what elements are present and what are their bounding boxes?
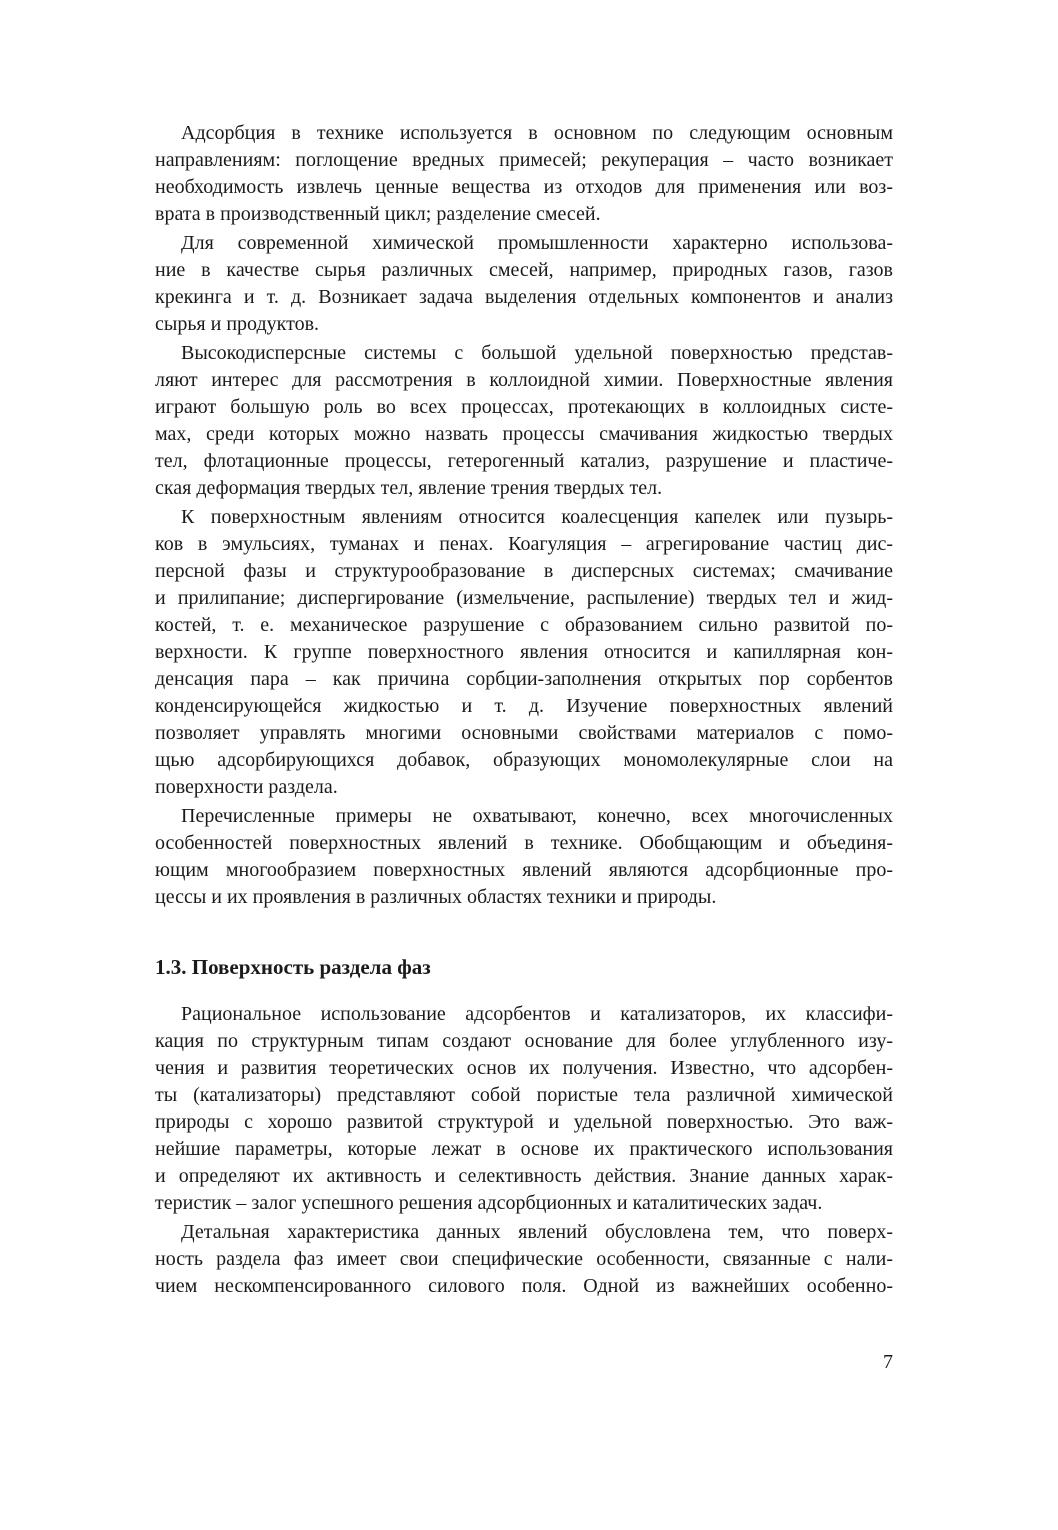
text-line: необходимость извлечь ценные вещества из отходов для применения или воз- (155, 176, 893, 198)
text-line: и определяют их активность и селективность действия. Знание данных харак- (155, 1165, 893, 1187)
text-line: сырья и продуктов. (155, 313, 320, 335)
text-line: Высокодисперсные системы с большой удельной поверхностью представ- (181, 342, 893, 364)
text-line: врата в производственный цикл; разделение смесей. (155, 203, 601, 225)
text-line: теристик – залог успешного решения адсорбционных и каталитических задач. (155, 1192, 823, 1214)
page-number: 7 (883, 1351, 893, 1373)
section-heading: 1.3. Поверхность раздела фаз (155, 955, 431, 979)
text-line: ков в эмульсиях, туманах и пенах. Коагуляция – агрегирование частиц дис- (155, 533, 893, 555)
text-line: Детальная характеристика данных явлений обусловлена тем, что поверх- (181, 1221, 893, 1243)
text-line: костей, т. е. механическое разрушение с образованием сильно развитой по- (155, 614, 893, 636)
text-line: Для современной химической промышленности характерно использова- (181, 232, 893, 254)
text-line: особенностей поверхностных явлений в технике. Обобщающим и объединя- (155, 832, 893, 854)
text-line: Перечисленные примеры не охватывают, конечно, всех многочисленных (181, 805, 893, 827)
text-line: денсация пара – как причина сорбции-заполнения открытых пор сорбентов (155, 668, 893, 690)
text-line: поверхности раздела. (155, 776, 338, 798)
text-line: кация по структурным типам создают основание для более углубленного изу- (155, 1030, 893, 1052)
text-line: направлениям: поглощение вредных примесей; рекуперация – часто возникает (155, 149, 893, 171)
text-line: природы с хорошо развитой структурой и удельной поверхностью. Это важ- (155, 1111, 893, 1133)
text-line: позволяет управлять многими основными свойствами материалов с помо- (155, 722, 893, 744)
text-line: верхности. К группе поверхностного явления относится и капиллярная кон- (155, 641, 893, 663)
text-line: ние в качестве сырья различных смесей, например, природных газов, газов (155, 259, 893, 281)
text-line: цессы и их проявления в различных областях техники и природы. (155, 886, 717, 908)
text-line: чием нескомпенсированного силового поля. Одной из важнейших особенно- (155, 1275, 893, 1297)
text-line: персной фазы и структурообразование в дисперсных системах; смачивание (155, 560, 893, 582)
text-line: К поверхностным явлениям относится коалесценция капелек или пузырь- (181, 506, 893, 528)
text-line: конденсирующейся жидкостью и т. д. Изучение поверхностных явлений (155, 695, 893, 717)
text-line: играют большую роль во всех процессах, протекающих в коллоидных систе- (155, 396, 893, 418)
text-line: ющим многообразием поверхностных явлений являются адсорбционные про- (155, 859, 893, 881)
text-line: чения и развития теоретических основ их получения. Известно, что адсорбен- (155, 1057, 893, 1079)
text-line: мах, среди которых можно назвать процессы смачивания жидкостью твердых (155, 423, 893, 445)
text-line: ляют интерес для рассмотрения в коллоидной химии. Поверхностные явления (155, 369, 893, 391)
text-line: Адсорбция в технике используется в основном по следующим основным (181, 122, 893, 144)
text-line: Рациональное использование адсорбентов и катализаторов, их классифи- (181, 1003, 893, 1025)
text-line: тел, флотационные процессы, гетерогенный катализ, разрушение и пластиче- (155, 450, 893, 472)
text-line: крекинга и т. д. Возникает задача выделения отдельных компонентов и анализ (155, 286, 893, 308)
text-line: ты (катализаторы) представляют собой пористые тела различной химической (155, 1084, 893, 1106)
text-line: и прилипание; диспергирование (измельчение, распыление) твердых тел и жид- (155, 587, 893, 609)
text-line: щью адсорбирующихся добавок, образующих мономолекулярные слои на (155, 749, 893, 771)
text-line: ность раздела фаз имеет свои специфические особенности, связанные с нали- (155, 1248, 893, 1270)
text-line: ская деформация твердых тел, явление трения твердых тел. (155, 477, 663, 499)
text-line: нейшие параметры, которые лежат в основе их практического использования (155, 1138, 893, 1160)
